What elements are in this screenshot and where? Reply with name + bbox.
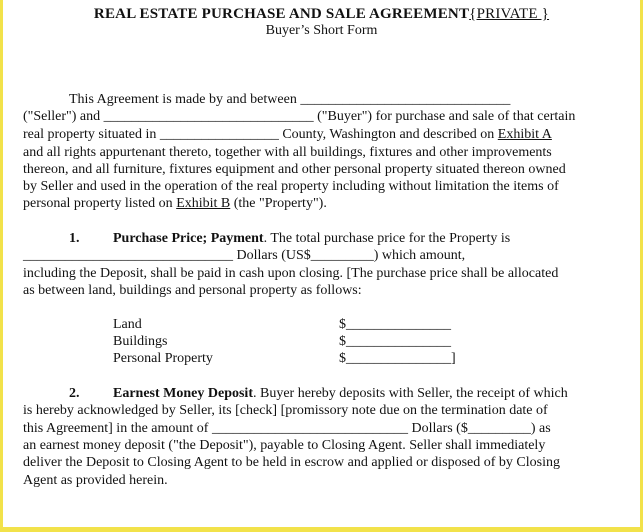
private-tag: {PRIVATE } (469, 6, 550, 22)
section-2-heading: Earnest Money Deposit (113, 386, 253, 401)
section-1-number: 1. (69, 231, 80, 246)
allocation-label-buildings: Buildings (113, 334, 168, 349)
allocation-value-buildings: $_______________ (339, 334, 451, 349)
intro-line-2: ("Seller") and ______________________________ ("Buyer") for purchase and sale of that certain (23, 109, 576, 124)
intro-line-6: by Seller and used in the operation of the real property including without limitation the items of (23, 179, 559, 194)
section-2-line-4: an earnest money deposit ("the Deposit"), payable to Closing Agent. Seller shall immediately (23, 438, 546, 453)
section-2-line-3: this Agreement] in the amount of ____________________________ Dollars ($_________) as (23, 421, 551, 436)
section-1-line-3: including the Deposit, shall be paid in cash upon closing. [The purchase price shall be allocated (23, 266, 559, 281)
allocation-label-land: Land (113, 317, 142, 332)
intro-line-3: real property situated in _________________ County, Washington and described on Exhibit A (23, 127, 552, 142)
section-2-line-5: deliver the Deposit to Closing Agent to be held in escrow and applied or disposed of by Closing (23, 455, 560, 470)
section-1-heading: Purchase Price; Payment (113, 231, 264, 246)
allocation-label-personal-property: Personal Property (113, 351, 213, 366)
allocation-value-personal-property: $_______________] (339, 351, 456, 366)
section-2-number: 2. (69, 386, 80, 401)
document-subtitle: Buyer’s Short Form (265, 23, 378, 38)
document-title: REAL ESTATE PURCHASE AND SALE AGREEMENT{PRIVATE } (93, 6, 550, 22)
intro-line-5: thereon, and all furniture, fixtures equipment and other personal property situated thereon owned (23, 162, 566, 177)
allocation-value-land: $_______________ (339, 317, 451, 332)
exhibit-b-link: Exhibit B (176, 196, 231, 211)
intro-line-1: This Agreement is made by and between ______________________________ (69, 92, 511, 107)
intro-line-4: and all rights appurtenant thereto, together with all buildings, fixtures and other improvements (23, 145, 552, 160)
section-2-line-2: is hereby acknowledged by Seller, its [check] [promissory note due on the termination date of (23, 403, 548, 418)
document-page (3, 0, 640, 527)
exhibit-a-link: Exhibit A (497, 127, 552, 142)
intro-line-7: personal property listed on Exhibit B (the "Property"). (23, 196, 327, 211)
section-2-line-1: Earnest Money Deposit. Buyer hereby deposits with Seller, the receipt of which (113, 386, 568, 401)
section-1-line-2: ______________________________ Dollars (US$_________) which amount, (23, 248, 466, 263)
section-2-line-6: Agent as provided herein. (23, 473, 168, 488)
section-1-line-1: Purchase Price; Payment. The total purchase price for the Property is (113, 231, 511, 246)
section-1-line-4: as between land, buildings and personal property as follows: (23, 283, 362, 298)
